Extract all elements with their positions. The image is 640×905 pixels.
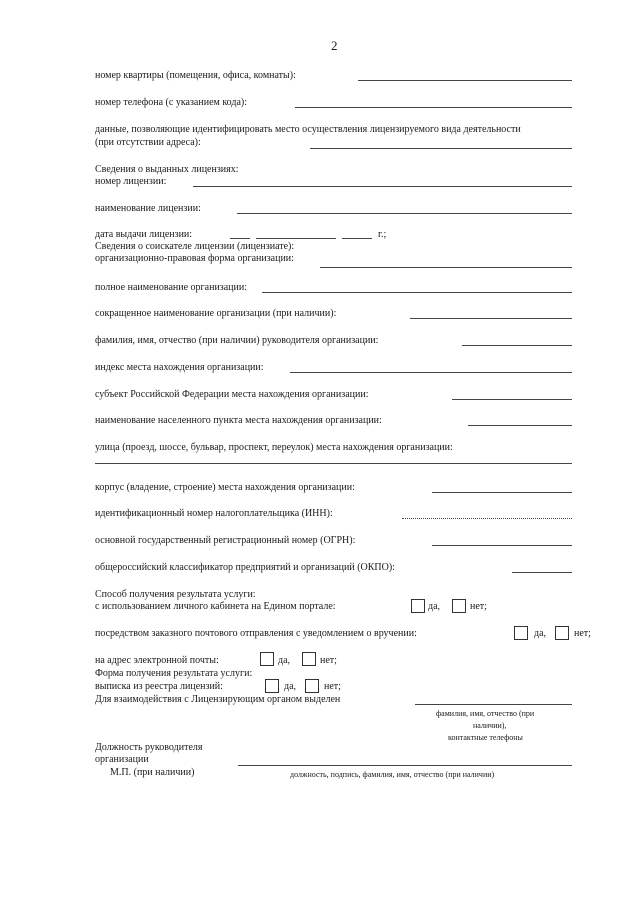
extract-no-label: нет; (324, 681, 341, 692)
label-license-name: наименование лицензии: (95, 203, 201, 214)
extract-yes-label: да, (284, 681, 297, 692)
label-stamp: М.П. (при наличии) (110, 767, 195, 778)
label-identify: данные, позволяющие идентифицировать место осуществления лицензируемого вида деятельности (95, 124, 521, 135)
field-apartment[interactable] (358, 80, 572, 81)
field-building[interactable] (432, 492, 572, 493)
label-postal-index: индекс места нахождения организации: (95, 362, 264, 373)
field-interaction[interactable] (415, 704, 572, 705)
fio-caption-2: наличии), (473, 721, 507, 730)
label-settlement: наименование населенного пункта места нахождения организации: (95, 415, 382, 426)
field-org-form[interactable] (320, 267, 572, 268)
field-signature[interactable] (238, 765, 572, 766)
field-issue-day[interactable] (230, 238, 250, 239)
cabinet-yes-checkbox[interactable] (411, 599, 425, 613)
email-no-label: нет; (320, 655, 337, 666)
form-header: Форма получения результата услуги: (95, 668, 253, 679)
label-full-name: полное наименование организации: (95, 282, 248, 293)
field-street[interactable] (95, 463, 572, 464)
email-yes-label: да, (278, 655, 291, 666)
label-license-number: номер лицензии: (95, 176, 167, 187)
mail-no-label: нет; (574, 628, 591, 639)
label-org-form: организационно-правовая форма организации: (95, 253, 294, 264)
mail-no-checkbox[interactable] (555, 626, 569, 640)
cabinet-no-label: нет; (470, 601, 487, 612)
label-subject-rf: субъект Российской Федерации места нахождения организации: (95, 389, 369, 400)
field-ogrn[interactable] (432, 545, 572, 546)
label-phone: номер телефона (с указанием кода): (95, 97, 248, 108)
signature-caption: должность, подпись, фамилия, имя, отчество (при наличии) (290, 770, 495, 779)
field-full-name[interactable] (262, 292, 572, 293)
extract-yes-checkbox[interactable] (265, 679, 279, 693)
label-inn: идентификационный номер налогоплательщика (ИНН): (95, 508, 333, 519)
field-postal-index[interactable] (290, 372, 572, 373)
label-street: улица (проезд, шоссе, бульвар, проспект, переулок) места нахождения организации: (95, 442, 453, 453)
label-extract: выписка из реестра лицензий: (95, 681, 223, 692)
field-head-name[interactable] (462, 345, 572, 346)
label-position-1: Должность руководителя (95, 742, 203, 753)
label-ogrn: основной государственный регистрационный номер (ОГРН): (95, 535, 356, 546)
issued-header: Сведения о выданных лицензиях: (95, 164, 239, 175)
label-head-name: фамилия, имя, отчество (при наличии) руководителя организации: (95, 335, 379, 346)
label-interaction: Для взаимодействия с Лицензирующим органом выделен (95, 694, 341, 705)
fio-caption-3: контактные телефоны (448, 733, 523, 742)
mail-yes-label: да, (534, 628, 547, 639)
label-building: корпус (владение, строение) места нахождения организации: (95, 482, 355, 493)
applicant-header: Сведения о соискателе лицензии (лицензиате): (95, 241, 295, 252)
field-inn[interactable] (402, 518, 572, 519)
field-phone[interactable] (295, 107, 572, 108)
field-settlement[interactable] (468, 425, 572, 426)
page-number: 2 (331, 38, 338, 53)
label-cabinet: с использованием личного кабинета на Едином портале: (95, 601, 336, 612)
email-no-checkbox[interactable] (302, 652, 316, 666)
field-issue-month[interactable] (256, 238, 336, 239)
field-short-name[interactable] (410, 318, 572, 319)
field-license-number[interactable] (193, 186, 572, 187)
field-okpo[interactable] (512, 572, 572, 573)
method-header: Способ получения результата услуги: (95, 589, 256, 600)
cabinet-no-checkbox[interactable] (452, 599, 466, 613)
label-short-name: сокращенное наименование организации (при наличии): (95, 308, 337, 319)
label-mail: посредством заказного почтового отправления с уведомлением о вручении: (95, 628, 417, 639)
email-yes-checkbox[interactable] (260, 652, 274, 666)
fio-caption-1: фамилия, имя, отчество (при (436, 709, 535, 718)
label-identify-2: (при отсутствии адреса): (95, 137, 201, 148)
field-license-name[interactable] (237, 213, 572, 214)
field-issue-year[interactable] (342, 238, 372, 239)
mail-yes-checkbox[interactable] (514, 626, 528, 640)
cabinet-yes-label: да, (428, 601, 441, 612)
label-position-2: организации (95, 754, 149, 765)
field-subject-rf[interactable] (452, 399, 572, 400)
label-okpo: общероссийский классификатор предприятий и организаций (ОКПО): (95, 562, 395, 573)
label-issue-date: дата выдачи лицензии: (95, 229, 193, 240)
extract-no-checkbox[interactable] (305, 679, 319, 693)
label-apartment: номер квартиры (помещения, офиса, комнаты): (95, 70, 296, 81)
date-suffix: г.; (378, 229, 387, 240)
field-identify[interactable] (310, 148, 572, 149)
label-email: на адрес электронной почты: (95, 655, 219, 666)
